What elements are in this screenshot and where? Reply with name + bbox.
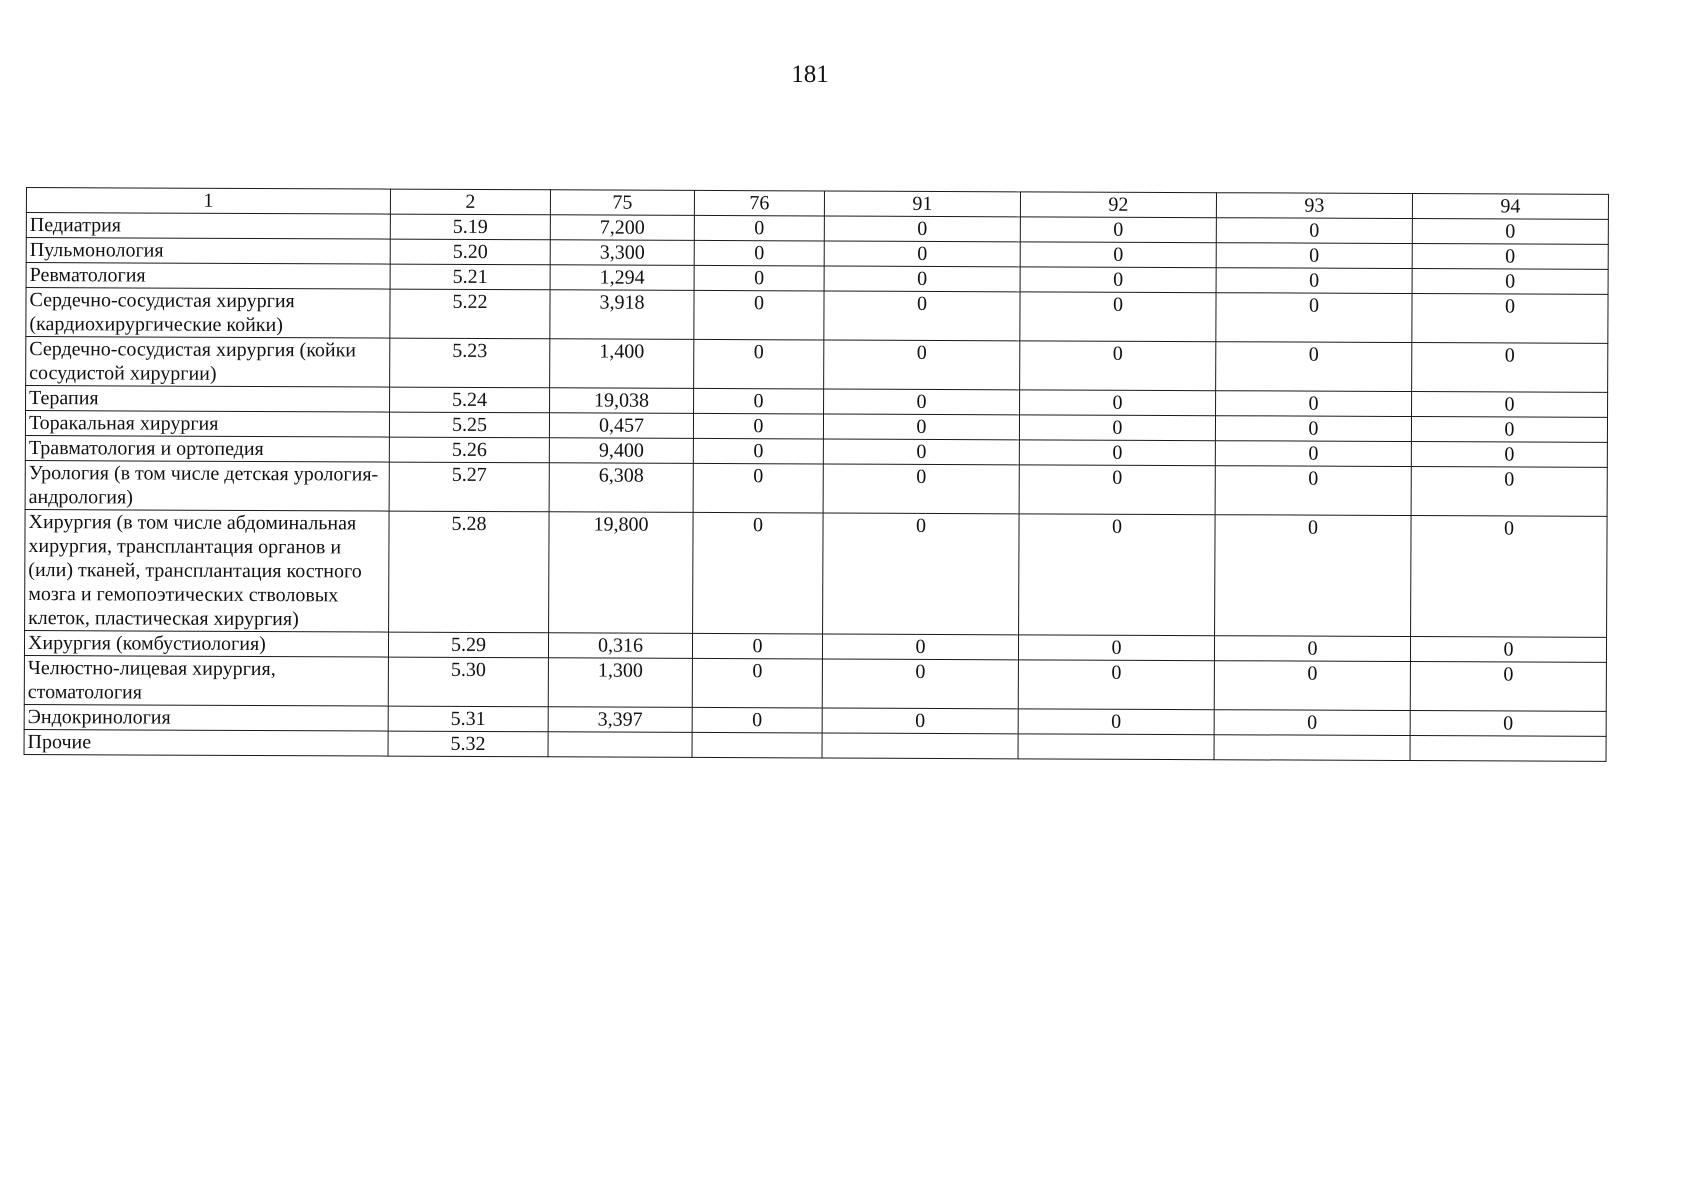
row-code: 5.23 (390, 338, 550, 388)
column-header: 93 (1216, 193, 1412, 219)
value-94: 0 (1411, 467, 1607, 517)
value-92: 0 (1019, 514, 1216, 636)
value-75: 19,800 (549, 512, 694, 634)
specialty-name: Челюстно-лицевая хирургия, стоматология (24, 655, 388, 706)
table-row (25, 509, 1608, 637)
value-94: 0 (1410, 662, 1606, 712)
value-91: 0 (824, 266, 1020, 292)
value-76: 0 (694, 290, 824, 340)
value-93: 0 (1215, 441, 1411, 467)
value-91: 0 (823, 439, 1019, 465)
value-75: 6,308 (549, 463, 693, 513)
row-code: 5.26 (389, 437, 549, 463)
value-92: 0 (1018, 709, 1214, 735)
value-76: 0 (693, 512, 824, 634)
value-92: 0 (1019, 415, 1215, 441)
value-93: 0 (1216, 293, 1412, 343)
column-header: 91 (824, 191, 1020, 217)
value-75: 19,038 (550, 388, 694, 414)
value-92: 0 (1020, 341, 1216, 391)
value-94: 0 (1410, 637, 1606, 663)
value-76: 0 (693, 413, 823, 439)
value-94: 0 (1411, 516, 1608, 638)
value-93: 0 (1216, 243, 1412, 269)
column-header: 94 (1412, 194, 1608, 220)
value-93: 0 (1216, 268, 1412, 294)
column-header: 75 (550, 190, 694, 216)
value-94: 0 (1412, 269, 1608, 295)
value-91: 0 (822, 708, 1018, 734)
value-76: 0 (692, 658, 822, 708)
value-76: 0 (694, 240, 824, 266)
value-94: 0 (1411, 417, 1607, 443)
value-93: 0 (1214, 710, 1410, 736)
value-75: 3,918 (550, 290, 694, 340)
value-75: 1,294 (550, 265, 694, 291)
value-93: 0 (1216, 391, 1412, 417)
value-94: 0 (1412, 244, 1608, 270)
row-code: 5.22 (390, 289, 550, 339)
value-94: 0 (1412, 343, 1608, 393)
value-93: 0 (1216, 218, 1412, 244)
row-code: 5.29 (388, 632, 548, 658)
table-row (25, 460, 1607, 516)
value-76: 0 (692, 633, 822, 659)
value-91: 0 (824, 389, 1020, 415)
value-91: 0 (823, 414, 1019, 440)
value-93: 0 (1214, 636, 1410, 662)
row-code: 5.21 (390, 264, 550, 290)
value-75: 3,397 (548, 707, 692, 733)
value-75: 3,300 (550, 240, 694, 266)
value-91: 0 (823, 464, 1019, 514)
column-header: 76 (694, 190, 824, 216)
column-header: 92 (1020, 192, 1216, 218)
value-94: 0 (1412, 294, 1608, 344)
row-code: 5.19 (390, 214, 550, 240)
value-91: 0 (822, 634, 1018, 660)
table-row (26, 288, 1608, 344)
value-92: 0 (1019, 440, 1215, 466)
value-76: 0 (694, 339, 824, 389)
value-91: 0 (824, 291, 1020, 341)
value-92: 0 (1020, 292, 1216, 342)
value-92: 0 (1019, 465, 1215, 515)
value-76: 0 (694, 388, 824, 414)
value-76: 0 (693, 438, 823, 464)
value-94: 0 (1410, 711, 1606, 737)
value-92: 0 (1020, 217, 1216, 243)
table-row (26, 337, 1608, 393)
value-76 (692, 732, 822, 758)
specialty-name: Эндокринология (24, 704, 388, 731)
specialty-name: Ревматология (26, 263, 390, 290)
page-number: 181 (791, 61, 829, 88)
value-75: 0,457 (549, 413, 693, 439)
value-76: 0 (693, 463, 823, 513)
specialty-name: Терапия (26, 386, 390, 413)
column-header: 2 (390, 189, 550, 215)
value-91: 0 (824, 241, 1020, 267)
value-94: 0 (1412, 392, 1608, 418)
row-code: 5.27 (389, 462, 549, 512)
value-92: 0 (1020, 242, 1216, 268)
value-94: 0 (1411, 442, 1607, 468)
row-code: 5.32 (388, 731, 548, 757)
value-92: 0 (1020, 267, 1216, 293)
value-76: 0 (692, 707, 822, 733)
value-75: 9,400 (549, 438, 693, 464)
value-75: 1,300 (548, 658, 692, 708)
value-93: 0 (1214, 661, 1410, 711)
specialty-name: Прочие (24, 729, 388, 756)
data-table (24, 187, 1609, 762)
value-75: 7,200 (550, 215, 694, 241)
specialty-name: Урология (в том числе детская урология-андрология) (25, 460, 389, 511)
row-code: 5.20 (390, 239, 550, 265)
value-93: 0 (1215, 466, 1411, 516)
specialty-name: Сердечно-сосудистая хирургия (койки сосудистой хирургии) (26, 337, 390, 388)
specialty-name: Торакальная хирургия (25, 411, 389, 438)
value-91: 0 (822, 659, 1018, 709)
value-93 (1214, 735, 1410, 761)
value-93: 0 (1215, 416, 1411, 442)
row-code: 5.30 (388, 657, 548, 707)
value-91 (822, 733, 1018, 759)
value-91: 0 (824, 216, 1020, 242)
value-75 (548, 732, 692, 758)
value-92: 0 (1018, 660, 1214, 710)
value-75: 0,316 (548, 633, 692, 659)
specialty-name: Хирургия (в том числе абдоминальная хирургия, трансплантация органов и (или) тканей, трансплантация костного мозга и гемопоэтических стволовых клеток, пластическая хирургия) (25, 509, 390, 632)
specialty-name: Сердечно-сосудистая хирургия (кардиохирургические койки) (26, 288, 390, 339)
value-91: 0 (824, 340, 1020, 390)
specialty-name: Педиатрия (26, 213, 390, 240)
column-header: 1 (26, 188, 390, 215)
row-code: 5.28 (389, 511, 550, 633)
specialty-name: Пульмонология (26, 238, 390, 265)
value-75: 1,400 (550, 339, 694, 389)
value-92: 0 (1020, 390, 1216, 416)
value-94 (1410, 736, 1606, 762)
value-92 (1018, 734, 1214, 760)
table-row (24, 655, 1606, 711)
specialty-name: Хирургия (комбустиология) (24, 630, 388, 657)
value-94: 0 (1412, 219, 1608, 245)
row-code: 5.25 (389, 412, 549, 438)
value-92: 0 (1018, 635, 1214, 661)
row-code: 5.24 (390, 387, 550, 413)
value-93: 0 (1215, 515, 1412, 637)
value-91: 0 (823, 513, 1020, 635)
value-76: 0 (694, 215, 824, 241)
value-76: 0 (694, 265, 824, 291)
specialty-name: Травматология и ортопедия (25, 435, 389, 462)
value-93: 0 (1216, 342, 1412, 392)
row-code: 5.31 (388, 706, 548, 732)
